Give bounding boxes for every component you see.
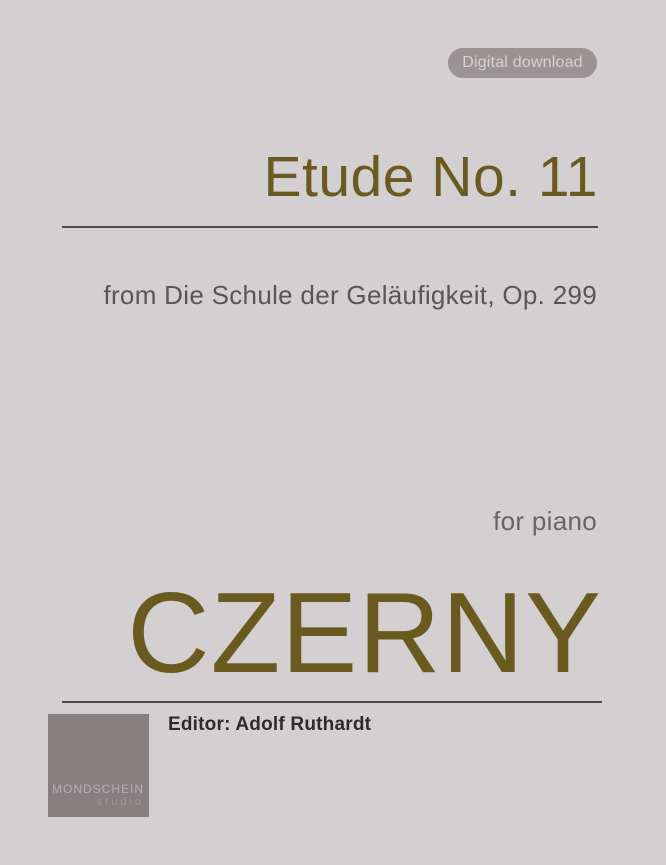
publisher-logo — [48, 714, 149, 817]
title-divider — [62, 226, 598, 228]
instrument-label: for piano — [493, 506, 597, 536]
publisher-subname: studio — [96, 795, 144, 808]
composer-divider — [62, 701, 602, 703]
publisher-logo-text — [52, 783, 144, 808]
editor-credit: Editor: Adolf Ruthardt — [168, 714, 372, 735]
composer-name: CZERNY — [127, 570, 602, 697]
publisher-name: MONDSCHEIN — [51, 781, 144, 796]
page-title: Etude No. 11 — [263, 145, 598, 209]
subtitle: from Die Schule der Geläufigkeit, Op. 299 — [103, 280, 597, 310]
digital-download-badge — [448, 48, 597, 78]
digital-download-badge-label: Digital download — [462, 54, 583, 71]
